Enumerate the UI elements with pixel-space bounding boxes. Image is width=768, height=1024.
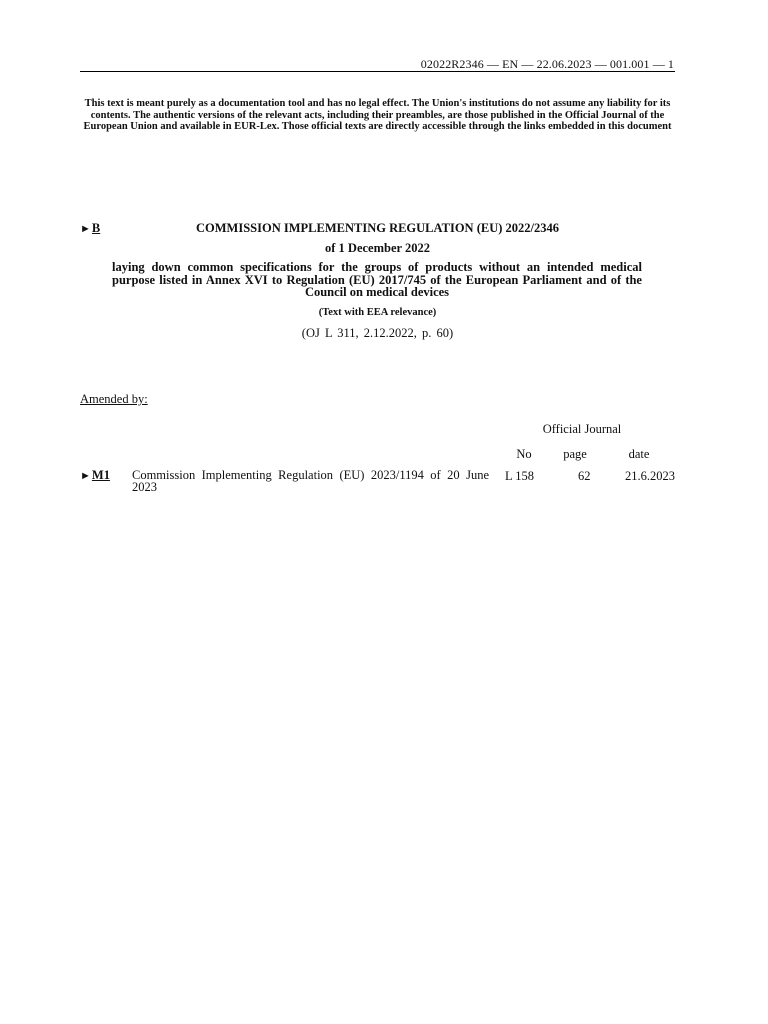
eea-relevance-note: (Text with EEA relevance) — [318, 307, 437, 318]
amendment-journal-no: L 158 — [505, 469, 535, 483]
regulation-title: COMMISSION IMPLEMENTING REGULATION (EU) 2022/2346 — [196, 221, 559, 235]
column-header-page: page — [563, 447, 587, 461]
document-reference: 02022R2346 — EN — 22.06.2023 — 001.001 — 1 — [420, 57, 674, 71]
column-header-date: date — [628, 447, 650, 461]
official-journal-heading: Official Journal — [542, 422, 622, 436]
base-act-marker[interactable] — [80, 221, 100, 236]
legal-disclaimer: This text is meant purely as a documentation tool and has no legal effect. The Union's institutions do not assume any liability for its contents. The authentic versions of the relevant acts, including their preambles, are those published in the Official Journal of the European Union and available in EUR-Lex. Those official texts are directly accessible through the links embedded in this document — [83, 98, 672, 132]
triangle-marker-icon: ► — [80, 223, 91, 235]
amended-by-heading: Amended by: — [80, 392, 148, 406]
regulation-subject: laying down common specifications for the groups of products without an intended medical purpose listed in Annex XVI to Regulation (EU) 2017/745 of the European Parliament and of the Council on medical devices — [112, 260, 642, 299]
official-journal-reference: (OJ L 311, 2.12.2022, p. 60) — [301, 326, 454, 340]
triangle-marker-icon: ► — [80, 470, 91, 482]
regulation-date: of 1 December 2022 — [325, 241, 430, 255]
amendment-description: Commission Implementing Regulation (EU) 2023/1194 of 20 June 2023 — [132, 468, 489, 494]
amendment-journal-date: 21.6.2023 — [625, 469, 675, 483]
amendment-journal-page: 62 — [578, 469, 591, 483]
column-header-no: No — [516, 447, 532, 461]
amendment-marker-code[interactable]: M1 — [91, 468, 110, 482]
header-divider — [80, 71, 675, 72]
amendment-marker-m1[interactable] — [80, 468, 110, 483]
base-act-marker-code[interactable]: B — [91, 221, 101, 235]
